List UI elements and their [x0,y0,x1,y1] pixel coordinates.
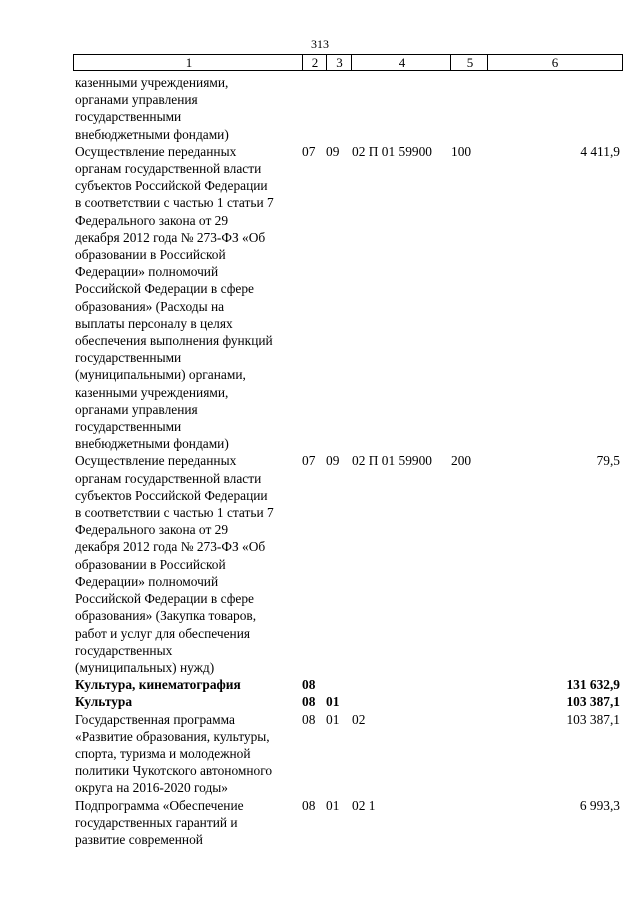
expense-type-code: 200 [451,453,472,469]
subsection-code: 01 [326,694,340,710]
description-line: Подпрограмма «Обеспечение [75,797,244,813]
section-code: 08 [302,711,316,727]
description-line: образования» (Закупка товаров, [75,608,257,624]
target-article-code: 02 1 [352,797,376,813]
description-line: политики Чукотского автономного [75,763,273,779]
description-line: в соответствии с частью 1 статьи 7 [75,195,274,211]
description-line: Культура [75,694,133,710]
target-article-code: 02 П 01 59900 [352,453,432,469]
description-line: Осуществление переданных [75,453,237,469]
table-row [73,143,621,453]
description-line: Российской Федерации в сфере [75,281,254,297]
table-row [73,676,621,693]
target-article-code: 02 [352,711,366,727]
description-line: декабря 2012 года № 273-ФЗ «Об [75,229,266,245]
description-line: развитие современной [75,831,203,847]
description-line: государственными [75,109,182,125]
description-line: внебюджетными фондами) [75,126,229,142]
row-description [73,711,301,797]
description-line: спорта, туризма и молодежной [75,745,251,761]
description-line: Государственная программа [75,711,235,727]
header-col-4: 4 [352,55,451,70]
description-line: образования» (Расходы на [75,298,225,314]
table-row [73,452,621,676]
row-description [73,452,301,676]
description-line: казенными учреждениями, [75,75,229,90]
description-line: органами управления [75,401,198,417]
description-line: внебюджетными фондами) [75,436,229,452]
header-col-2: 2 [303,55,327,70]
page-number: 313 [311,37,329,51]
table-row [73,74,621,143]
description-line: обеспечения выполнения функций [75,333,273,349]
description-line: округа на 2016-2020 годы» [75,780,228,796]
row-description [73,797,301,849]
section-code: 07 [302,143,316,159]
table-row [73,711,621,797]
description-line: субъектов Российской Федерации [75,178,268,194]
description-line: выплаты персоналу в целях [75,315,233,331]
description-line: (муниципальных) нужд) [75,659,215,675]
description-line: «Развитие образования, культуры, [75,728,270,744]
description-line: государственных [75,642,173,658]
header-col-5: 5 [451,55,488,70]
description-line: в соответствии с частью 1 статьи 7 [75,505,274,521]
header-col-6: 6 [551,55,559,70]
section-code: 08 [302,694,316,710]
target-article-code: 02 П 01 59900 [352,143,432,159]
section-code: 07 [302,453,316,469]
amount: 103 387,1 [566,711,620,727]
description-line: (муниципальными) органами, [75,367,246,383]
description-line: органам государственной власти [75,161,262,177]
table-row [73,797,621,849]
description-line: казенными учреждениями, [75,384,229,400]
description-line: государственными [75,350,182,366]
subsection-code: 09 [326,143,340,159]
subsection-code: 01 [326,711,340,727]
subsection-code: 01 [326,797,340,813]
description-line: Осуществление переданных [75,143,237,159]
header-col-3: 3 [327,55,352,70]
description-line: государственными [75,419,182,435]
table-header [73,54,623,71]
description-line: Культура, кинематография [75,677,241,693]
description-line: Федерации» полномочий [75,264,219,280]
row-description [73,74,301,143]
table-row [73,693,621,710]
description-line: органами управления [75,92,198,108]
header-col-1: 1 [74,55,303,70]
description-line: Российской Федерации в сфере [75,591,254,607]
amount: 4 411,9 [580,143,620,159]
description-line: государственных гарантий и [75,814,238,830]
amount: 6 993,3 [579,797,620,813]
description-line: Федерального закона от 29 [75,212,229,228]
subsection-code: 09 [326,453,340,469]
row-description [73,143,301,453]
row-description [73,676,301,693]
description-line: органам государственной власти [75,470,262,486]
description-line: образовании в Российской [75,247,226,263]
description-line: Федерального закона от 29 [75,522,229,538]
amount: 79,5 [596,453,620,469]
section-code: 08 [302,677,316,693]
description-line: декабря 2012 года № 273-ФЗ «Об [75,539,266,555]
description-line: Федерации» полномочий [75,573,219,589]
description-line: работ и услуг для обеспечения [75,625,251,641]
section-code: 08 [302,797,316,813]
description-line: образовании в Российской [75,556,226,572]
amount: 131 632,9 [566,677,620,693]
description-line: субъектов Российской Федерации [75,487,268,503]
table-body [73,74,621,848]
amount: 103 387,1 [566,694,620,710]
row-description [73,693,301,710]
expense-type-code: 100 [451,143,472,159]
